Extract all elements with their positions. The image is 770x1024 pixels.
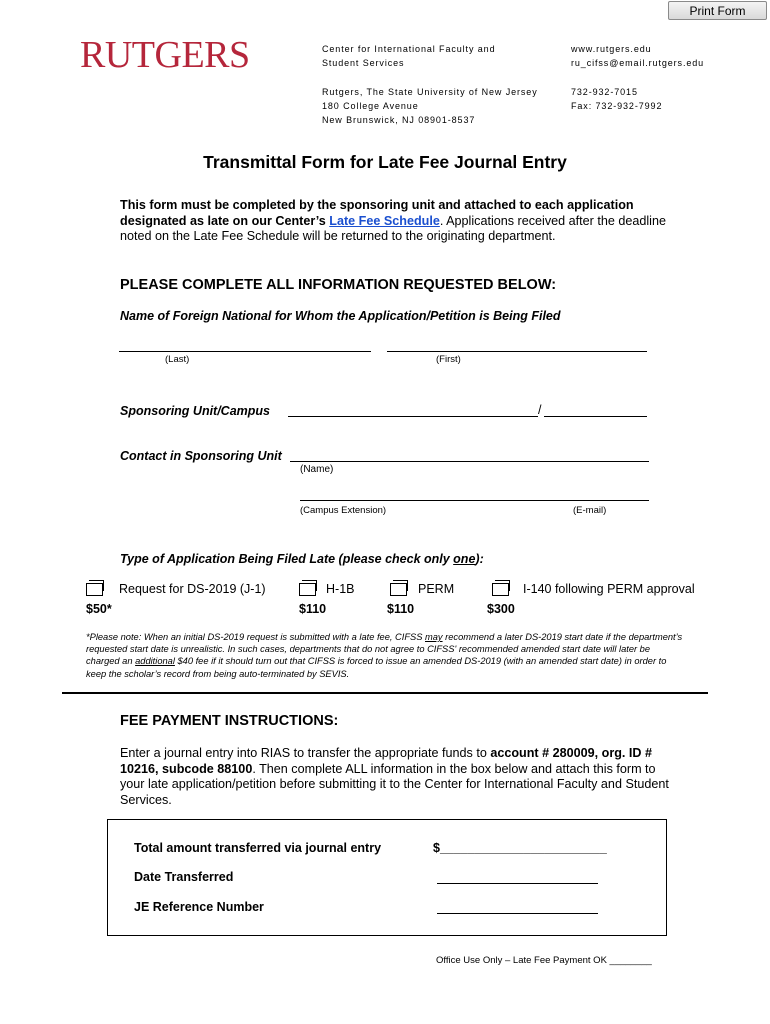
section-heading-complete-info: PLEASE COMPLETE ALL INFORMATION REQUESTED BELOW: — [120, 277, 557, 293]
note-may: may — [425, 632, 443, 642]
fee-text-a: Enter a journal entry into RIAS to transfer the appropriate funds to — [120, 746, 491, 760]
contact-extension-email-field[interactable] — [300, 500, 649, 501]
header-org-line1: Center for International Faculty and — [322, 44, 496, 54]
fee-payment-instructions — [120, 746, 680, 808]
note-part-c: $40 fee if it should turn out that CIFSS is forced to issue an amended DS-2019 (with an amended start date) in order to keep the scholar’s record from being auto-terminated by SEVIS. — [86, 656, 667, 679]
checkbox-i140[interactable] — [492, 583, 509, 596]
application-type-end: ): — [475, 552, 484, 566]
application-type-one: one — [453, 552, 476, 566]
fee-account-info: account # 280009, org. ID # 10216, subcode 88100 — [120, 746, 653, 776]
intro-text-rest: . Applications received after the deadline noted on the Late Fee Schedule will be returned to the originating department. — [120, 213, 666, 243]
header-city: New Brunswick, NJ 08901-8537 — [322, 115, 476, 125]
option-ds2019-label: Request for DS-2019 (J-1) — [119, 582, 266, 596]
rutgers-logo: RUTGERS — [80, 34, 250, 76]
option-ds2019-price: $50* — [86, 602, 112, 616]
print-form-button[interactable]: Print Form — [668, 1, 767, 20]
campus-field[interactable] — [544, 416, 647, 417]
header-fax: Fax: 732-932-7992 — [571, 101, 663, 111]
header-phone: 732-932-7015 — [571, 87, 638, 97]
intro-text-bold: This form must be completed by the sponsoring unit and attached to each application designated as late on our Center’s — [120, 198, 634, 228]
fee-text-c: . Then complete ALL information in the box below and attach this form to your late application/petition before submitting it to the Center for International Faculty and Student Services. — [120, 761, 669, 807]
header-street: 180 College Avenue — [322, 101, 419, 111]
page-title: Transmittal Form for Late Fee Journal Entry — [203, 152, 567, 172]
option-i140-price: $300 — [487, 602, 515, 616]
note-additional: additional — [135, 656, 175, 667]
application-type-text: Type of Application Being Filed Late (please check only — [120, 552, 454, 566]
first-caption: (First) — [436, 354, 461, 365]
date-transferred-label: Date Transferred — [134, 870, 234, 884]
total-amount-field[interactable]: $________________________ — [433, 841, 607, 855]
option-i140-label: I-140 following PERM approval — [523, 582, 695, 596]
option-h1b-label: H-1B — [326, 582, 355, 596]
section-divider — [62, 692, 708, 694]
name-caption: (Name) — [300, 464, 334, 475]
date-transferred-field[interactable] — [437, 883, 598, 884]
sponsoring-unit-field[interactable] — [288, 416, 538, 417]
intro-paragraph — [120, 198, 680, 245]
je-reference-label: JE Reference Number — [134, 900, 264, 914]
header-org-line2: Student Services — [322, 58, 405, 68]
header-website: www.rutgers.edu — [571, 44, 652, 54]
option-h1b-price: $110 — [299, 602, 327, 616]
checkbox-h1b[interactable] — [299, 583, 316, 596]
email-caption: (E-mail) — [573, 505, 607, 516]
late-fee-schedule-link[interactable]: Late Fee Schedule — [329, 213, 440, 228]
first-name-field[interactable] — [387, 351, 647, 352]
option-perm-label: PERM — [418, 582, 455, 596]
contact-label: Contact in Sponsoring Unit — [120, 449, 282, 463]
je-reference-field[interactable] — [437, 913, 598, 914]
fee-payment-heading: FEE PAYMENT INSTRUCTIONS: — [120, 713, 339, 729]
checkbox-perm[interactable] — [390, 583, 407, 596]
total-amount-label: Total amount transferred via journal entry — [134, 841, 382, 855]
header-university: Rutgers, The State University of New Jersey — [322, 87, 538, 97]
sponsoring-slash: / — [538, 403, 542, 417]
application-type-label — [120, 552, 484, 566]
foreign-national-label: Name of Foreign National for Whom the Application/Petition is Being Filed — [120, 309, 561, 323]
checkbox-ds2019[interactable] — [86, 583, 103, 596]
office-use-only: Office Use Only – Late Fee Payment OK ________ — [436, 955, 652, 966]
sponsoring-unit-label: Sponsoring Unit/Campus — [120, 404, 270, 418]
option-perm-price: $110 — [387, 602, 415, 616]
header-email: ru_cifss@email.rutgers.edu — [571, 58, 705, 68]
note-part-b: recommend a later DS-2019 start date if the department’s requested start date is unrealistic. In such cases, departments that do not agree to CIFSS' recommended amended start date will later be charged an — [86, 632, 683, 667]
campus-extension-caption: (Campus Extension) — [300, 505, 387, 516]
contact-name-field[interactable] — [290, 461, 649, 462]
note-part-a: *Please note: When an initial DS-2019 request is submitted with a late fee, CIFSS — [86, 632, 425, 642]
last-name-field[interactable] — [119, 351, 371, 352]
last-caption: (Last) — [165, 354, 190, 365]
ds2019-fee-note — [86, 631, 686, 680]
